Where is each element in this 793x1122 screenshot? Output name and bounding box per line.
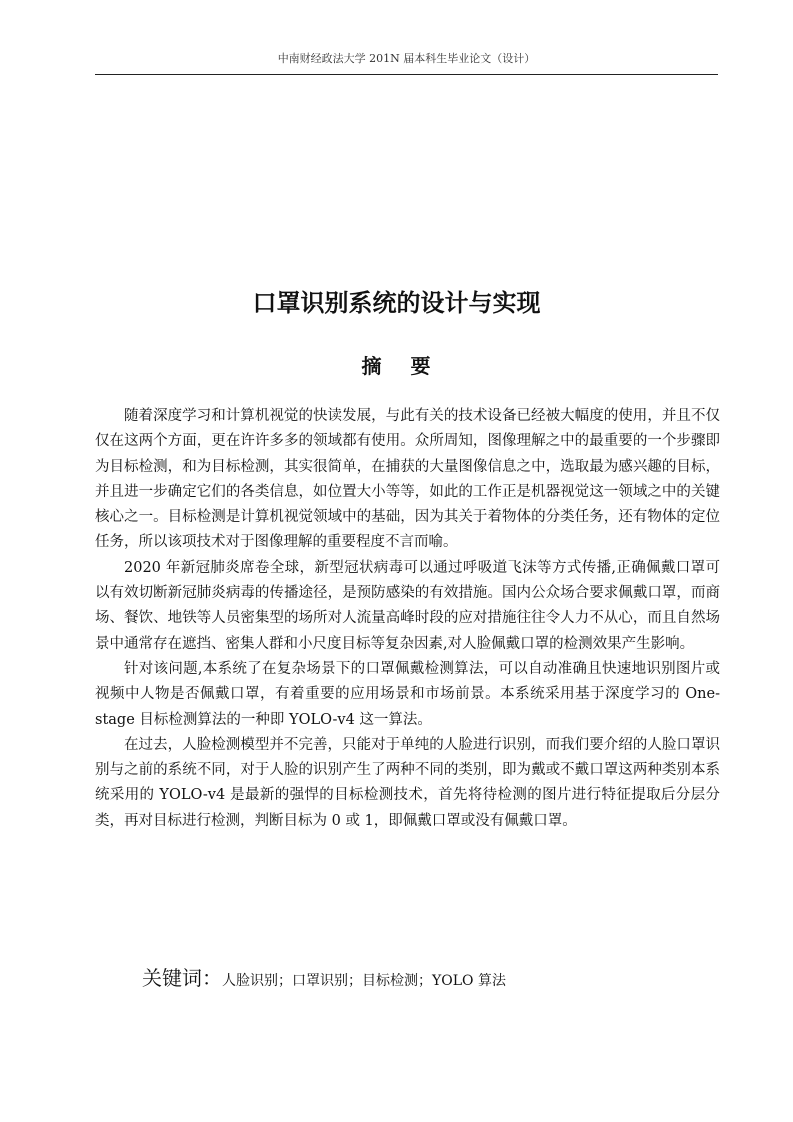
abstract-paragraph-1: 随着深度学习和计算机视觉的快读发展，与此有关的技术设备已经被大幅度的使用，并且不仅仅在这两个方面，更在许许多多的领域都有使用。众所周知，图像理解之中的最重要的一个步骤即为目标检测，和为目标检测，其实很简单，在捕获的大量图像信息之中，选取最为感兴趣的目标，并且进一步确定它们的各类信息，如位置大小等等，如此的工作正是机器视觉这一领域之中的关键核心之一。目标检测是计算机视觉领域中的基础，因为其关于着物体的分类任务，还有物体的定位任务，所以该项技术对于图像理解的重要程度不言而喻。 <box>95 408 720 551</box>
abstract-heading-left: 摘 <box>361 354 383 378</box>
abstract-paragraph-3: 针对该问题,本系统了在复杂场景下的口罩佩戴检测算法，可以自动准确且快速地识别图片或视频中人物是否佩戴口罩，有着重要的应用场景和市场前景。本系统采用基于深度学习的 One-stage 目标检测算法的一种即 YOLO-v4 这一算法。 <box>95 660 720 728</box>
abstract-paragraph-4: 在过去，人脸检测模型并不完善，只能对于单纯的人脸进行识别，而我们要介绍的人脸口罩识别与之前的系统不同，对于人脸的识别产生了两种不同的类别，即为戴或不戴口罩这两种类别本系统采用的 YOLO-v4 是最新的强悍的目标检测技术，首先将待检测的图片进行特征提取后分层分类，再对目标进行检测，判断目标为 0 或 1，即佩戴口罩或没有佩戴口罩。 <box>95 736 720 829</box>
running-header <box>95 50 718 75</box>
keywords-line <box>142 962 506 991</box>
abstract-paragraph-2: 2020 年新冠肺炎席卷全球，新型冠状病毒可以通过呼吸道飞沫等方式传播,正确佩戴口罩可以有效切断新冠肺炎病毒的传播途径，是预防感染的有效措施。国内公众场合要求佩戴口罩，而商场、餐饮、地铁等人员密集型的场所对人流量高峰时段的应对措施往往令人力不从心，而且自然场景中通常存在遮挡、密集人群和小尺度目标等复杂因素,对人脸佩戴口罩的检测效果产生影响。 <box>95 559 720 652</box>
keywords-label: 关键词： <box>142 966 222 990</box>
abstract-heading <box>0 350 793 379</box>
keywords-value: 人脸识别；口罩识别；目标检测；YOLO 算法 <box>222 973 506 989</box>
abstract-body <box>95 404 720 834</box>
abstract-heading-right: 要 <box>410 354 432 378</box>
running-header-text: 中南财经政法大学 201N 届本科生毕业论文（设计） <box>277 52 536 65</box>
thesis-title: 口罩识别系统的设计与实现 <box>252 289 541 317</box>
